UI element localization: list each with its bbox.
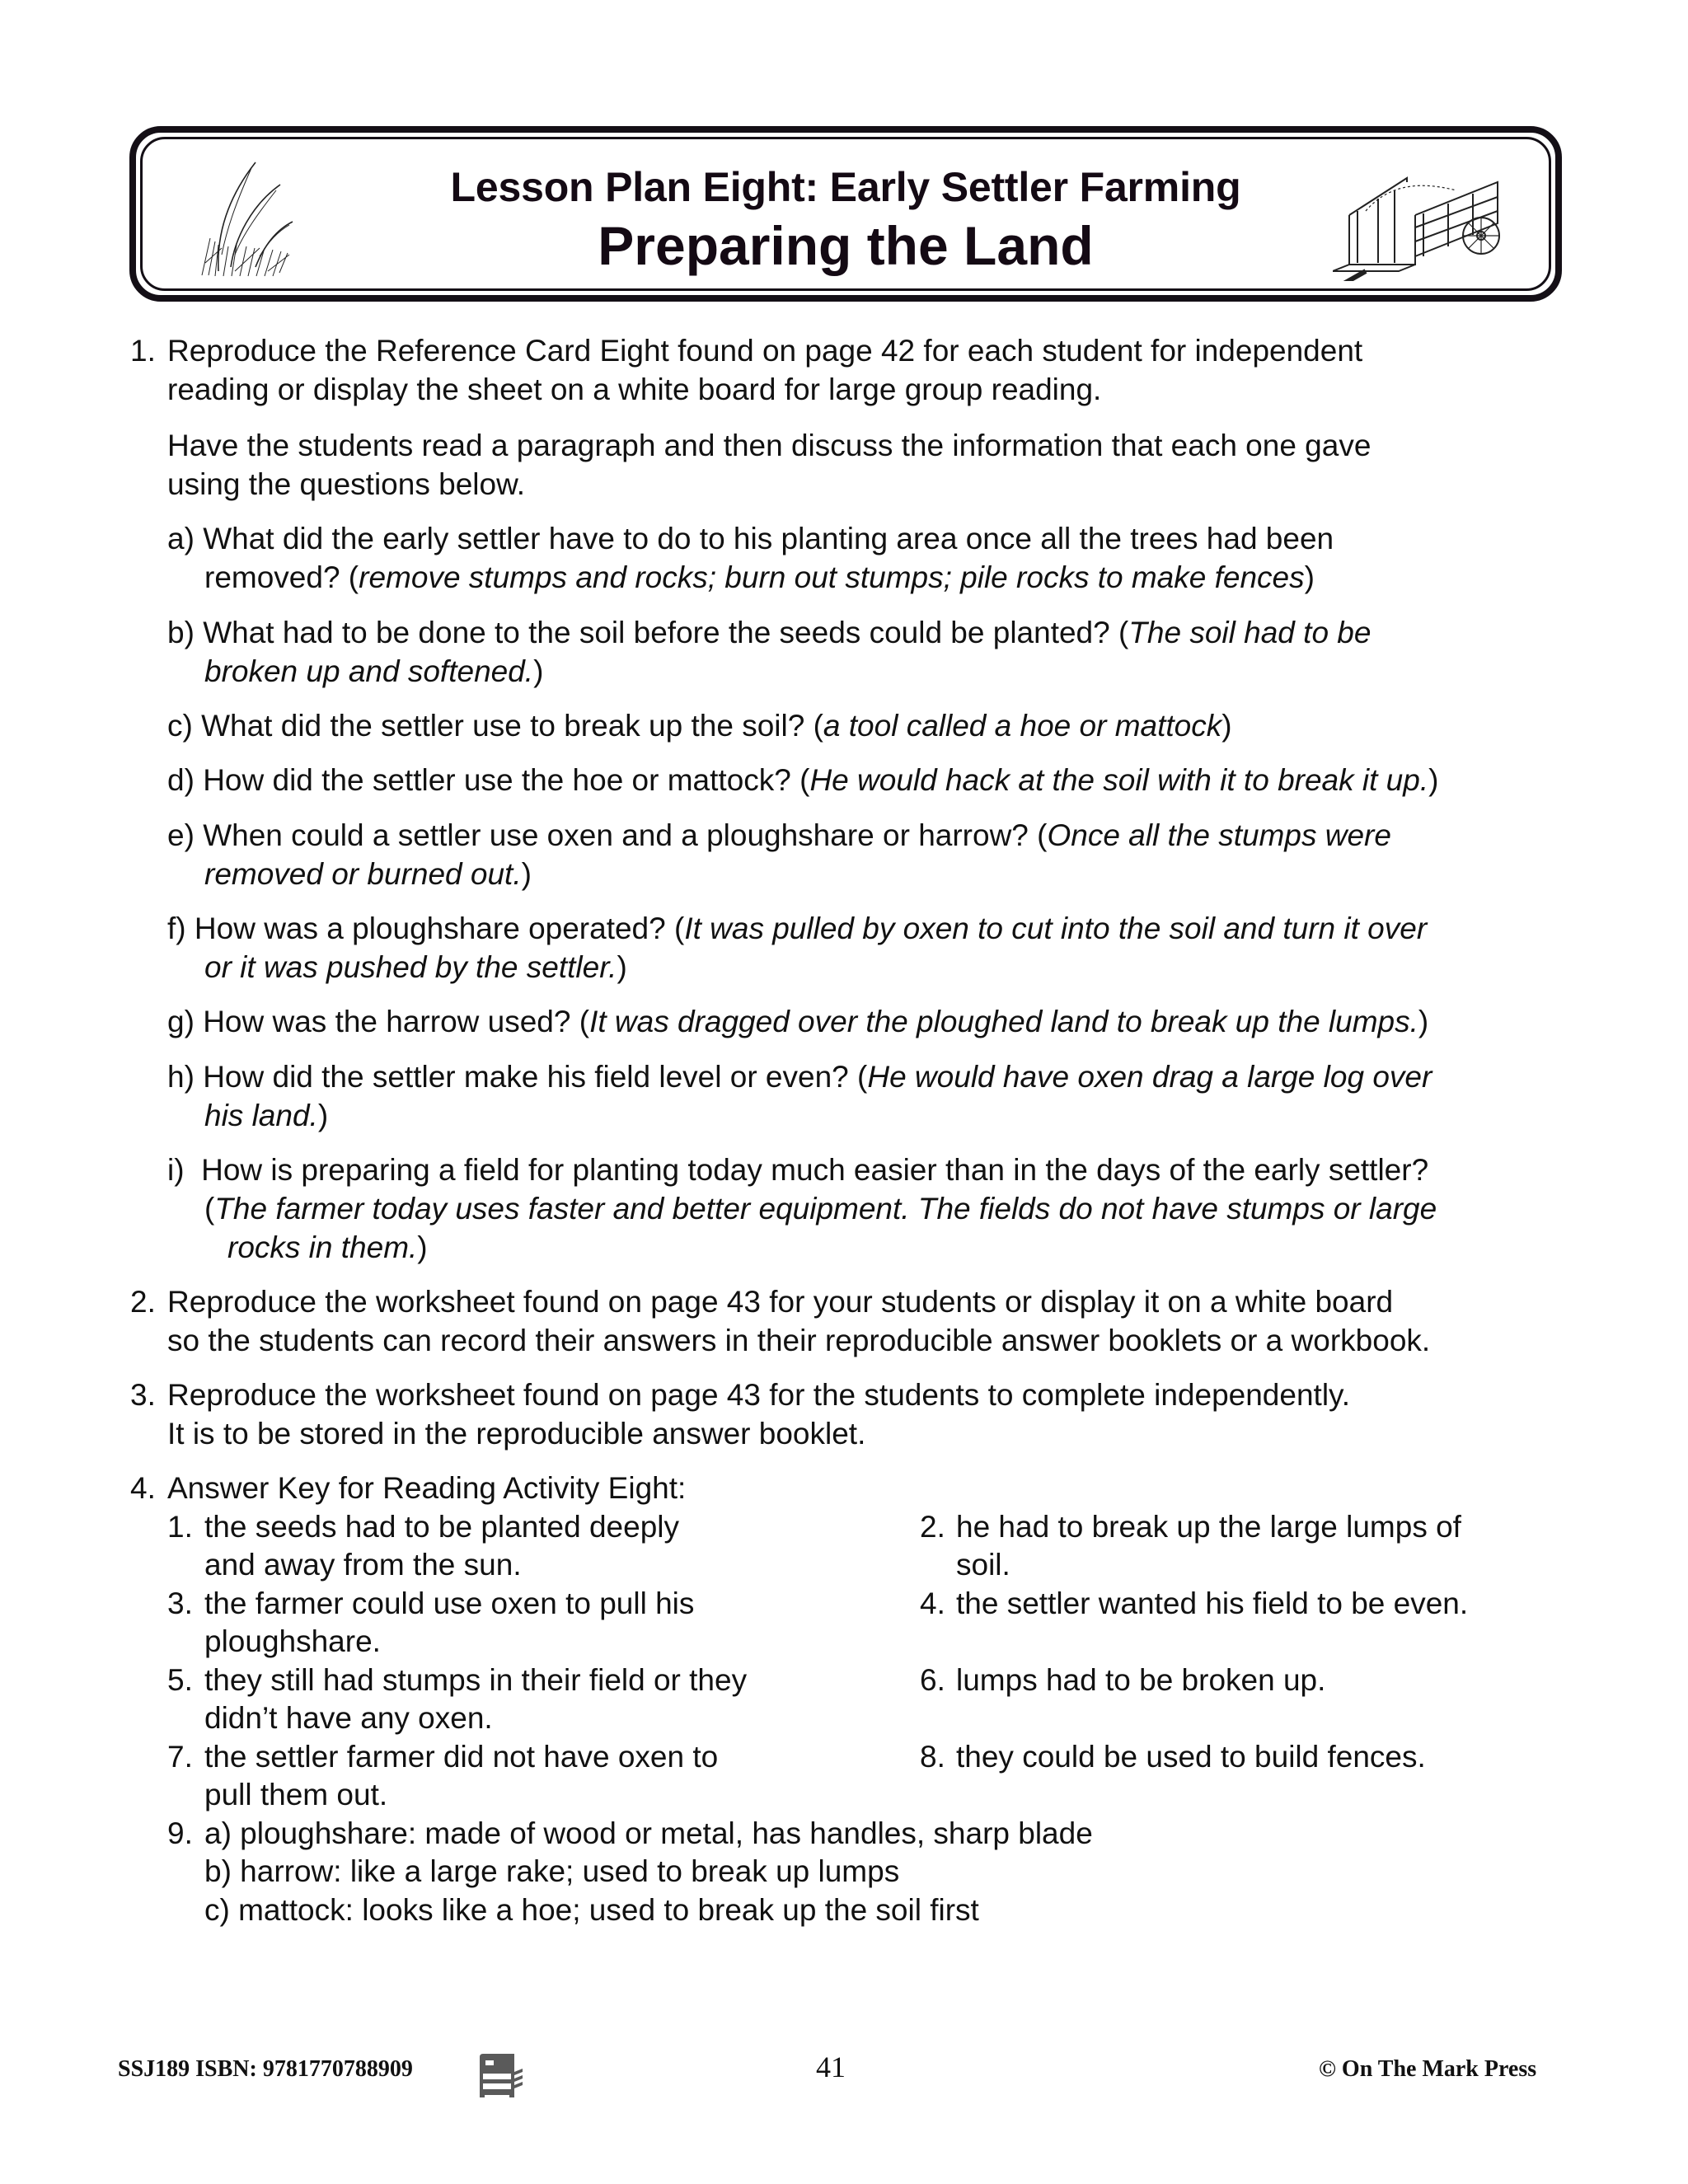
answer-2-number: 2. <box>920 1510 945 1544</box>
paren-close: ) <box>317 1099 329 1132</box>
question-f-text: How was a ploughshare operated? ( <box>194 912 685 945</box>
answer-2-line-1: he had to break up the large lumps of <box>956 1510 1461 1544</box>
step-4-number: 4. <box>130 1471 156 1505</box>
question-a <box>167 521 1334 557</box>
page-title: Preparing the Land <box>598 215 1094 276</box>
footer-isbn: SSJ189 ISBN: 9781770788909 <box>118 2056 413 2082</box>
step-1-line-1: Reproduce the Reference Card Eight found on page 42 for each student for independent <box>167 334 1363 368</box>
step-3-line-1: Reproduce the worksheet found on page 43 for the students to complete independently. <box>167 1378 1351 1412</box>
question-a-cont: removed? ( <box>204 560 359 594</box>
question-c <box>167 708 1232 744</box>
answer-7-line-1: the settler farmer did not have oxen to <box>204 1740 719 1774</box>
answer-6-line-1: lumps had to be broken up. <box>956 1663 1326 1697</box>
step-3-line-2: It is to be stored in the reproducible answer booklet. <box>167 1417 866 1451</box>
step-2-number: 2. <box>130 1285 156 1319</box>
question-i-line-3 <box>227 1230 428 1266</box>
answer-3-number: 3. <box>167 1586 193 1620</box>
answer-i-part-1: The farmer today uses faster and better equipment. The fields do not have stumps or large <box>214 1192 1437 1226</box>
question-a-label: a) <box>167 522 195 555</box>
answer-7-line-2: pull them out. <box>204 1778 388 1811</box>
question-i <box>167 1152 1428 1188</box>
answer-key-heading: Answer Key for Reading Activity Eight: <box>167 1471 687 1505</box>
question-c-label: c) <box>167 709 193 743</box>
photocopier-icon <box>475 2052 526 2098</box>
step-1-para2-line-2: using the questions below. <box>167 467 526 501</box>
paren-close: ) <box>521 857 532 891</box>
question-h-text: How did the settler make his field level or even? ( <box>203 1060 868 1094</box>
question-i-text: How is preparing a field for planting today much easier than in the days of the early settler? <box>201 1153 1429 1187</box>
lesson-subtitle: Lesson Plan Eight: Early Settler Farming <box>450 164 1241 210</box>
answer-1-line-1: the seeds had to be planted deeply <box>204 1510 680 1544</box>
answer-a: remove stumps and rocks; burn out stumps; pile rocks to make fences <box>359 560 1305 594</box>
question-d-label: d) <box>167 763 195 797</box>
answer-c: a tool called a hoe or mattock <box>823 709 1222 743</box>
question-c-text: What did the settler use to break up the soil? ( <box>201 709 823 743</box>
answer-5-line-2: didn’t have any oxen. <box>204 1701 493 1735</box>
paren-close: ) <box>1221 709 1232 743</box>
step-1-line-2: reading or display the sheet on a white board for large group reading. <box>167 373 1102 406</box>
question-h-label: h) <box>167 1060 195 1094</box>
answer-f-part-1: It was pulled by oxen to cut into the soil and turn it over <box>684 912 1428 945</box>
answer-h-part-2: his land. <box>204 1099 318 1132</box>
paren-close: ) <box>533 654 544 688</box>
answer-5-number: 5. <box>167 1663 193 1697</box>
question-b-line-2 <box>204 654 543 690</box>
step-1-number: 1. <box>130 334 156 368</box>
answer-e-part-1: Once all the stumps were <box>1047 818 1391 852</box>
answer-5-line-1: they still had stumps in their field or they <box>204 1663 748 1697</box>
question-a-text: What did the early settler have to do to his planting area once all the trees had been <box>203 522 1334 555</box>
step-2-line-2: so the students can record their answers in their reproducible answer booklets or a workbook. <box>167 1324 1431 1357</box>
answer-f-part-2: or it was pushed by the settler. <box>204 950 617 984</box>
hay-wagon-icon <box>1333 149 1522 281</box>
question-f-label: f) <box>167 912 186 945</box>
answer-b-part-2: broken up and softened. <box>204 654 534 688</box>
answer-d: He would hack at the soil with it to break it up. <box>809 763 1429 797</box>
answer-9-number: 9. <box>167 1816 193 1850</box>
paren-close: ) <box>417 1230 428 1264</box>
answer-h-part-1: He would have oxen drag a large log over <box>867 1060 1432 1094</box>
paren-open: ( <box>204 1192 215 1226</box>
answer-8-line-1: they could be used to build fences. <box>956 1740 1426 1774</box>
answer-9c: c) mattock: looks like a hoe; used to break up the soil first <box>204 1893 979 1927</box>
step-3-number: 3. <box>130 1378 156 1412</box>
question-e-line-2 <box>204 856 532 893</box>
answer-4-number: 4. <box>920 1586 945 1620</box>
question-e-text: When could a settler use oxen and a ploughshare or harrow? ( <box>203 818 1048 852</box>
question-g-label: g) <box>167 1005 195 1038</box>
question-i-label: i) <box>167 1153 185 1187</box>
question-b <box>167 615 1371 651</box>
paren-close: ) <box>1428 763 1439 797</box>
paren-close: ) <box>1304 560 1315 594</box>
header-banner <box>129 126 1562 302</box>
question-g <box>167 1004 1428 1040</box>
question-e <box>167 818 1391 854</box>
step-2-line-1: Reproduce the worksheet found on page 43 for your students or display it on a white board <box>167 1285 1394 1319</box>
paren-close: ) <box>617 950 627 984</box>
question-g-text: How was the harrow used? ( <box>203 1005 590 1038</box>
answer-2-line-2: soil. <box>956 1548 1010 1582</box>
answer-b-part-1: The soil had to be <box>1128 616 1372 649</box>
answer-e-part-2: removed or burned out. <box>204 857 522 891</box>
answer-3-line-2: ploughshare. <box>204 1624 381 1658</box>
question-d <box>167 762 1438 799</box>
question-h-line-2 <box>204 1098 328 1134</box>
answer-i-part-2: rocks in them. <box>227 1230 418 1264</box>
question-f-line-2 <box>204 949 627 986</box>
question-f <box>167 911 1427 947</box>
question-e-label: e) <box>167 818 195 852</box>
paren-close: ) <box>1418 1005 1429 1038</box>
answer-9b: b) harrow: like a large rake; used to break up lumps <box>204 1854 900 1888</box>
answer-g: It was dragged over the ploughed land to break up the lumps. <box>589 1005 1418 1038</box>
question-a-line-2 <box>204 560 1315 596</box>
answer-3-line-1: the farmer could use oxen to pull his <box>204 1586 695 1620</box>
question-d-text: How did the settler use the hoe or mattock? ( <box>203 763 810 797</box>
answer-4-line-1: the settler wanted his field to be even. <box>956 1586 1469 1620</box>
answer-6-number: 6. <box>920 1663 945 1697</box>
question-b-label: b) <box>167 616 195 649</box>
question-h <box>167 1059 1432 1095</box>
question-i-line-2 <box>204 1191 1437 1227</box>
footer-copyright: © On The Mark Press <box>1319 2056 1537 2082</box>
question-b-text: What had to be done to the soil before the seeds could be planted? ( <box>203 616 1129 649</box>
answer-8-number: 8. <box>920 1740 945 1774</box>
answer-9a: a) ploughshare: made of wood or metal, has handles, sharp blade <box>204 1816 1093 1850</box>
step-1-para2-line-1: Have the students read a paragraph and then discuss the information that each one gave <box>167 429 1372 462</box>
answer-1-number: 1. <box>167 1510 193 1544</box>
page-number: 41 <box>816 2050 846 2083</box>
answer-7-number: 7. <box>167 1740 193 1774</box>
answer-1-line-2: and away from the sun. <box>204 1548 522 1582</box>
